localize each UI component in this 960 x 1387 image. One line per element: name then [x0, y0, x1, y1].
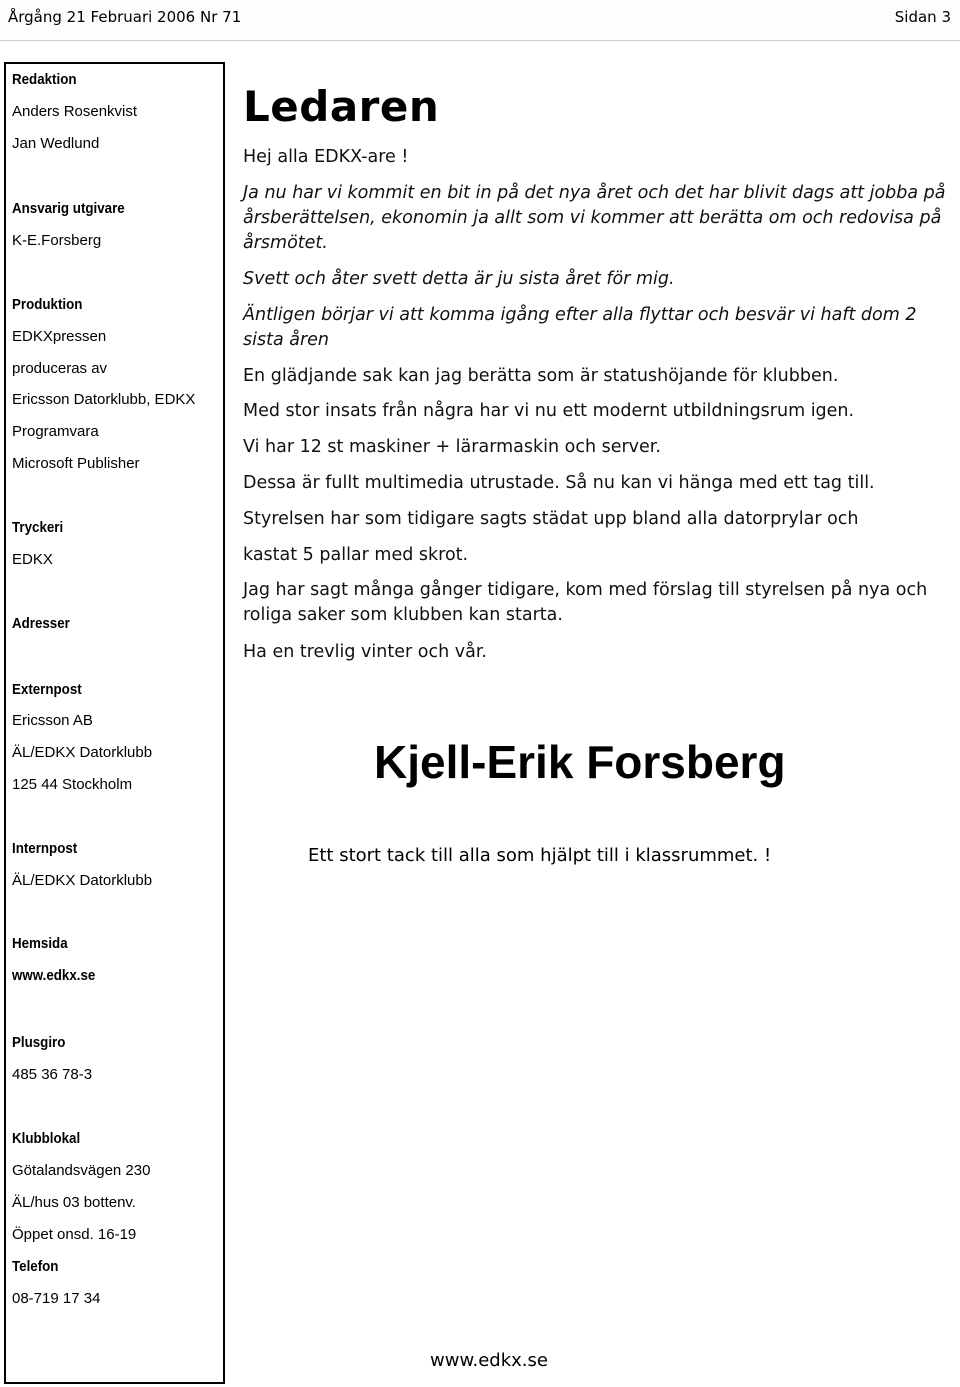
externpost-line: 125 44 Stockholm	[12, 776, 133, 793]
paragraph: Jag har sagt många gånger tidigare, kom med förslag till styrelsen på nya och roliga saker som klubben kan starta.	[243, 580, 928, 625]
signature: Kjell-Erik Forsberg	[374, 736, 786, 788]
paragraph: Vi har 12 st maskiner + lärarmaskin och server.	[243, 437, 661, 457]
produktion-line: produceras av	[12, 360, 108, 377]
greeting: Hej alla EDKX-are !	[243, 147, 409, 167]
produktion-line: Programvara	[12, 423, 99, 440]
issue-info: Årgång 21 Februari 2006 Nr 71	[8, 8, 242, 26]
colophon-sidebar	[4, 62, 225, 1384]
paragraph: Dessa är fullt multimedia utrustade. Så nu kan vi hänga med ett tag till.	[243, 473, 875, 493]
plusgiro-heading: Plusgiro	[12, 1035, 66, 1051]
hemsida-heading: Hemsida	[12, 936, 68, 952]
paragraph: Ha en trevlig vinter och vår.	[243, 642, 487, 662]
paragraph: Styrelsen har som tidigare sagts städat upp bland alla datorprylar och	[243, 509, 859, 529]
paragraph: Med stor insats från några har vi nu ett modernt utbildningsrum igen.	[243, 401, 855, 421]
page-number: Sidan 3	[894, 8, 951, 26]
redaktion-member: Jan Wedlund	[12, 135, 100, 152]
ansvarig-heading: Ansvarig utgivare	[12, 201, 125, 217]
thanks-note: Ett stort tack till alla som hjälpt till i klassrummet. !	[308, 845, 772, 866]
page-header	[0, 0, 960, 41]
paragraph: Svett och åter svett detta är ju sista året för mig.	[243, 269, 675, 289]
internpost-heading: Internpost	[12, 841, 78, 857]
hemsida-url[interactable]: www.edkx.se	[12, 968, 96, 984]
produktion-heading: Produktion	[12, 297, 83, 313]
telefon-number: 08-719 17 34	[12, 1290, 101, 1307]
klubblokal-line: ÄL/hus 03 bottenv.	[12, 1194, 136, 1211]
adresser-heading: Adresser	[12, 616, 70, 632]
redaktion-member: Anders Rosenkvist	[12, 103, 138, 120]
klubblokal-line: Öppet onsd. 16-19	[12, 1226, 137, 1243]
tryckeri-name: EDKX	[12, 551, 53, 568]
produktion-line: Ericsson Datorklubb, EDKX	[12, 391, 196, 408]
produktion-line: EDKXpressen	[12, 328, 107, 345]
article-title: Ledaren	[243, 82, 440, 131]
klubblokal-line: Götalandsvägen 230	[12, 1162, 151, 1179]
externpost-line: ÄL/EDKX Datorklubb	[12, 744, 153, 761]
paragraph: kastat 5 pallar med skrot.	[243, 545, 469, 565]
plusgiro-number: 485 36 78-3	[12, 1066, 93, 1083]
redaktion-heading: Redaktion	[12, 72, 77, 88]
tryckeri-heading: Tryckeri	[12, 520, 64, 536]
paragraph: Äntligen börjar vi att komma igång efter alla flyttar och besvär vi haft dom 2 sista åren	[243, 305, 917, 350]
internpost-line: ÄL/EDKX Datorklubb	[12, 872, 153, 889]
footer-url[interactable]: www.edkx.se	[430, 1350, 548, 1371]
externpost-line: Ericsson AB	[12, 712, 93, 729]
paragraph: En glädjande sak kan jag berätta som är statushöjande för klubben.	[243, 366, 839, 386]
klubblokal-heading: Klubblokal	[12, 1131, 81, 1147]
paragraph: Ja nu har vi kommit en bit in på det nya året och det har blivit dags att jobba på årsberättelsen, ekonomin ja allt som vi kommer att berätta om och redovisa på årsmötet.	[243, 183, 946, 253]
produktion-line: Microsoft Publisher	[12, 455, 140, 472]
ansvarig-name: K-E.Forsberg	[12, 232, 102, 249]
externpost-heading: Externpost	[12, 682, 82, 698]
telefon-heading: Telefon	[12, 1259, 59, 1275]
